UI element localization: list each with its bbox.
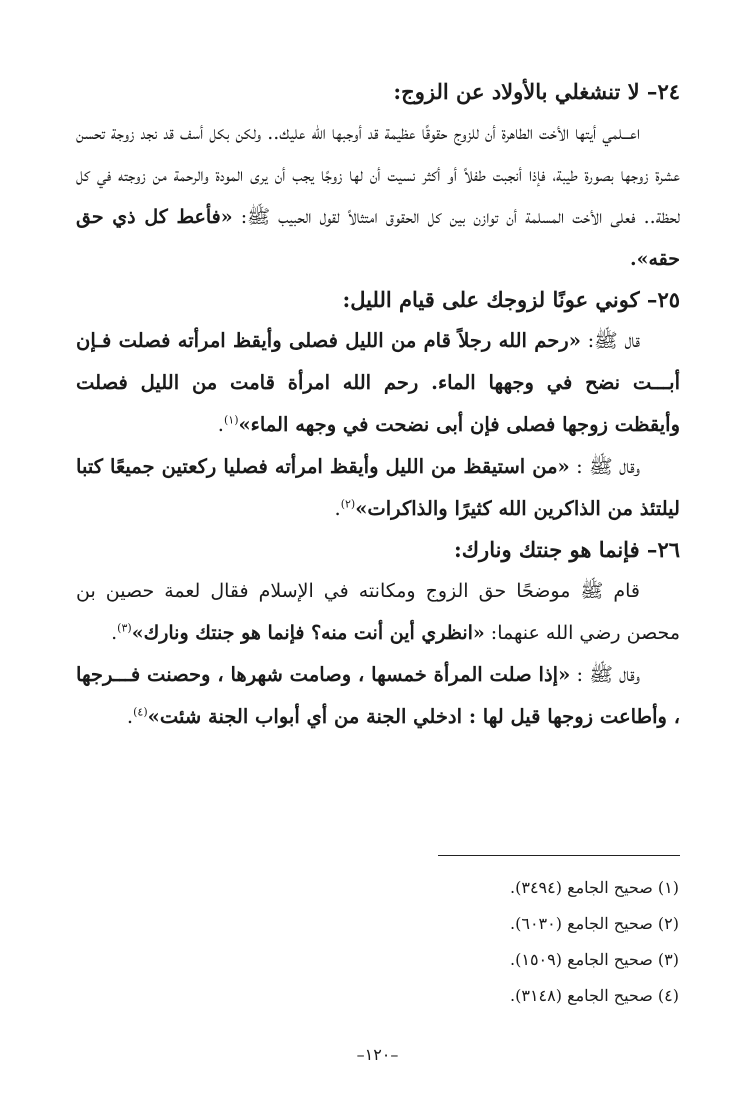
section-heading-24: ٢٤– لا تنشغلي بالأولاد عن الزوج: (393, 79, 680, 104)
paragraph-24 (76, 112, 680, 280)
page-number: –١٢٠– (356, 1045, 399, 1064)
paragraph-25-1 (76, 320, 680, 446)
sentence-end: . (111, 622, 118, 644)
hadith-quote-26-2: «إذا صلت المرأة خمسها ، وصامت شهرها ، وحصنت فـــرجها ، وأطاعت زوجها قيل لها : ادخلي الجنة من أي أبواب الجنة شئت» (76, 663, 680, 728)
footnote-item: (٤) صحيح الجامع (٣١٤٨). (510, 986, 679, 1005)
footnote-item: (٣) صحيح الجامع (١٥٠٩). (510, 950, 679, 969)
footnote-ref-2: (٢) (340, 497, 356, 511)
footnote-ref-1: (١) (223, 413, 239, 427)
hadith-intro-25-1: قال ﷺ: (580, 329, 640, 352)
section-heading-25: ٢٥– كوني عونًا لزوجك على قيام الليل: (342, 287, 680, 312)
paragraph-26-2 (76, 654, 680, 738)
hadith-intro-25-2: وقال ﷺ : (569, 455, 640, 478)
section-heading-26: ٢٦– فإنما هو جنتك ونارك: (454, 537, 680, 562)
hadith-intro-26-2: وقال ﷺ : (570, 663, 640, 686)
footnote-ref-3: (٣) (117, 621, 132, 635)
sentence-end: . (217, 413, 224, 436)
sentence-end: . (334, 497, 341, 520)
footnote-ref-4: (٤) (133, 705, 148, 719)
page-body (76, 72, 680, 738)
footnotes (319, 870, 679, 1014)
paragraph-25-2 (76, 446, 680, 530)
footnote-divider (438, 855, 680, 856)
footnote-item: (٢) صحيح الجامع (٦٠٣٠). (510, 914, 679, 933)
footnote-item: (١) صحيح الجامع (٣٤٩٤). (510, 878, 679, 897)
hadith-quote-24: «فأعط كل ذي حق حقه». (76, 206, 680, 270)
sentence-end: . (126, 705, 134, 728)
hadith-quote-25-1: «رحم الله رجلاً قام من الليل فصلى وأيقظ امرأته فصلت فـإن أبـــت نضح في وجهها الماء. رحم الله امرأة قامت من الليل فصلت وأيقظت زوجها فصلى فإن أبى نضحت في وجهه الماء» (76, 329, 680, 436)
hadith-quote-26-1: «انظري أين أنت منه؟ فإنما هو جنتك ونارك» (131, 622, 485, 644)
hadith-intro-26-1: قام ﷺ موضحًا حق الزوج ومكانته في الإسلام فقال لعمة حصين بن محصن رضي الله عنهما: (76, 580, 680, 644)
hadith-quote-25-2: «من استيقظ من الليل وأيقظ امرأته فصليا ركعتين جميعًا كتبا ليلتئذ من الذاكرين الله كثيرًا والذاكرات» (76, 455, 680, 520)
paragraph-26-1 (76, 570, 680, 654)
paragraph-24-text: اعـــلمي أيتها الأخت الطاهرة أن للزوج حقوقًا عظيمة قد أوجبها الله عليك.. ولكن بكل أسف قد نجد زوجة تحسن عشرة زوجها بصورة طيبة، فإذا أنجبت طفلاً أو أكثر نسيت أن لها زوجًا يجب أن يرى المودة والرحمة من زوجته في كل لحظة.. فعلى الأخت المسلمة أن توازن بين كل الحقوق امتثالاً لقول الحبيب ﷺ: (76, 122, 680, 228)
